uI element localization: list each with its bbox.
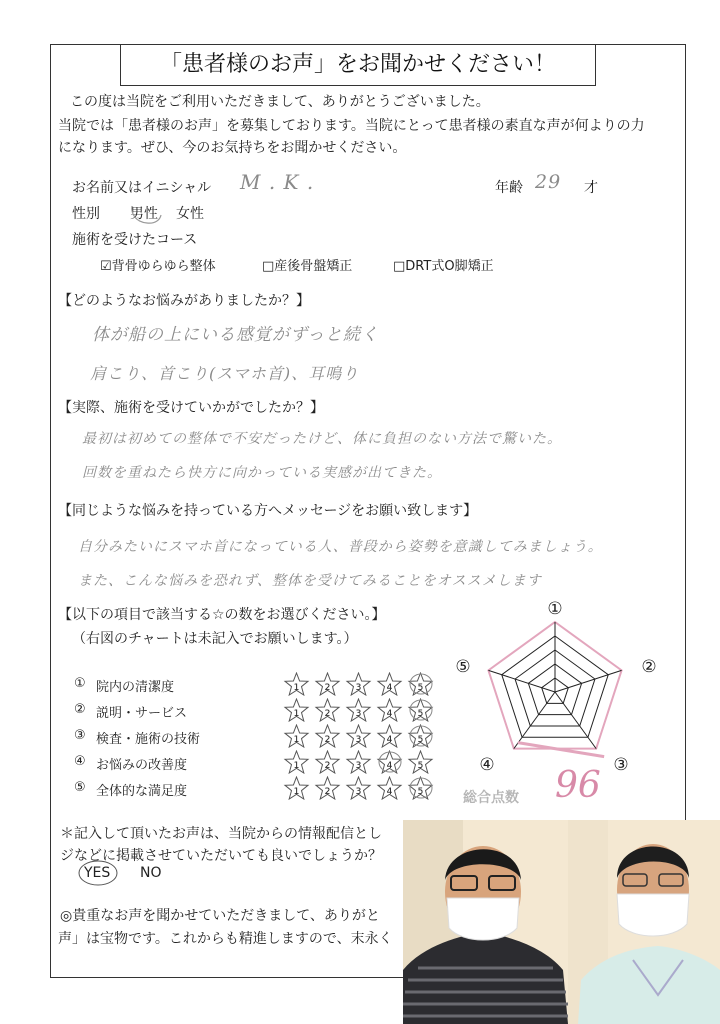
star-icon[interactable]: 4 xyxy=(376,724,403,748)
star-icon[interactable]: 3 xyxy=(345,776,372,800)
star-icon[interactable]: 3 xyxy=(345,724,372,748)
consent-line-1: ＊記入して頂いたお声は、当院からの情報配信とし xyxy=(60,826,382,842)
q1-answer-line-1: 体が船の上にいる感覚がずっと続く xyxy=(92,325,379,345)
course-option-1[interactable] xyxy=(100,255,216,274)
q2-heading: 【実際、施術を受けていかがでしたか？】 xyxy=(58,400,324,416)
star-icon[interactable]: 5 xyxy=(407,672,434,696)
star-rating-row[interactable] xyxy=(283,672,434,696)
gender-female: 女性 xyxy=(176,206,204,222)
closing-line-2: 声」は宝物です。これからも精進しますので、末永く xyxy=(58,931,393,947)
age-unit: 才 xyxy=(584,180,598,196)
q3-heading: 【同じような悩みを持っている方へメッセージをお願い致します】 xyxy=(58,503,478,519)
course-option-1-label: 背骨ゆらゆら整体 xyxy=(111,259,216,274)
rating-item-number: ② xyxy=(74,702,86,717)
star-icon[interactable]: 2 xyxy=(314,776,341,800)
page-title: 「患者様のお声」をお聞かせください！ xyxy=(120,44,596,86)
total-score-label: 総合点数 xyxy=(463,790,519,806)
radar-axis-label: ④ xyxy=(479,755,495,775)
total-score-value: 96 xyxy=(555,765,601,806)
star-icon[interactable]: 4 xyxy=(376,750,403,774)
star-icon[interactable]: 4 xyxy=(376,776,403,800)
star-rating-row[interactable] xyxy=(283,750,434,774)
star-icon[interactable]: 1 xyxy=(283,776,310,800)
rating-item-number: ④ xyxy=(74,754,86,769)
gender-mark-icon xyxy=(129,203,163,225)
intro-line-1: この度は当院をご利用いただきまして、ありがとうございました。 xyxy=(70,94,490,110)
checkbox-icon: □ xyxy=(393,259,406,274)
q1-heading: 【どのようなお悩みがありましたか？】 xyxy=(58,293,310,309)
star-icon[interactable]: 4 xyxy=(376,672,403,696)
radar-axis-label: ⑤ xyxy=(455,657,471,677)
star-icon[interactable]: 3 xyxy=(345,672,372,696)
star-icon[interactable]: 1 xyxy=(283,750,310,774)
q2-answer-line-1: 最初は初めての整体で不安だったけど、体に負担のない方法で驚いた。 xyxy=(82,431,562,447)
star-rating-row[interactable] xyxy=(283,776,434,800)
star-icon[interactable]: 3 xyxy=(345,698,372,722)
rating-item-number: ③ xyxy=(74,728,86,743)
course-option-3[interactable] xyxy=(393,255,494,274)
consent-no-option[interactable]: NO xyxy=(140,865,162,881)
star-icon[interactable]: 1 xyxy=(283,672,310,696)
radar-axis-label: ① xyxy=(547,599,563,619)
rating-item-label: 院内の清潔度 xyxy=(96,680,175,695)
course-option-2-label: 産後骨盤矯正 xyxy=(274,259,353,274)
consent-yes-option[interactable]: YES xyxy=(84,865,111,881)
star-icon[interactable]: 2 xyxy=(314,724,341,748)
star-icon[interactable]: 5 xyxy=(407,724,434,748)
intro-line-2: 当院では「患者様のお声」を募集しております。当院にとって患者様の素直な声が何よりの力 xyxy=(58,118,645,134)
name-label: お名前又はイニシャル xyxy=(72,180,212,196)
q3-answer-line-1: 自分みたいにスマホ首になっている人、普段から姿勢を意識してみましょう。 xyxy=(78,539,603,555)
rating-note: （右図のチャートは未記入でお願いします。） xyxy=(72,631,358,647)
q2-answer-line-2: 回数を重ねたら快方に向かっている実感が出てきた。 xyxy=(82,465,442,481)
course-option-2[interactable] xyxy=(262,255,352,274)
course-label: 施術を受けたコース xyxy=(72,232,198,248)
intro-line-3: になります。ぜひ、今のお気持ちをお聞かせください。 xyxy=(58,140,407,156)
age-value: 29 xyxy=(535,171,562,193)
star-icon[interactable]: 5 xyxy=(407,698,434,722)
checkbox-icon: □ xyxy=(262,259,275,274)
rating-item-label: 説明・サービス xyxy=(96,706,188,721)
gender-male: 男性 xyxy=(130,206,158,222)
star-icon[interactable]: 5 xyxy=(407,750,434,774)
gender-label: 性別 xyxy=(72,206,100,222)
star-rating-row[interactable] xyxy=(283,724,434,748)
name-value: M . K . xyxy=(240,170,315,194)
star-icon[interactable]: 2 xyxy=(314,672,341,696)
star-icon[interactable]: 2 xyxy=(314,750,341,774)
course-option-3-label: DRT式O脚矯正 xyxy=(405,259,494,274)
closing-line-1: ◎貴重なお声を聞かせていただきまして、ありがと xyxy=(60,908,380,924)
checked-box-icon: ☑ xyxy=(100,259,112,274)
q1-answer-line-2: 肩こり、首こり(スマホ首)、耳鳴り xyxy=(90,364,360,383)
consent-line-2: ジなどに掲載させていただいても良いでしょうか？ xyxy=(60,848,382,864)
rating-item-label: 全体的な満足度 xyxy=(96,784,188,799)
star-icon[interactable]: 1 xyxy=(283,698,310,722)
star-rating-row[interactable] xyxy=(283,698,434,722)
rating-item-label: お悩みの改善度 xyxy=(96,758,188,773)
star-icon[interactable]: 5 xyxy=(407,776,434,800)
star-icon[interactable]: 1 xyxy=(283,724,310,748)
staff-patient-photo xyxy=(403,820,720,1024)
age-label: 年齢 xyxy=(495,180,523,196)
rating-item-number: ⑤ xyxy=(74,780,86,795)
radar-axis-label: ② xyxy=(641,657,657,677)
radar-highlight xyxy=(518,743,604,757)
star-icon[interactable]: 4 xyxy=(376,698,403,722)
star-icon[interactable]: 2 xyxy=(314,698,341,722)
rating-item-label: 検査・施術の技術 xyxy=(96,732,201,747)
rating-heading: 【以下の項目で該当する☆の数をお選びください。】 xyxy=(58,607,386,623)
star-icon[interactable]: 3 xyxy=(345,750,372,774)
rating-item-number: ① xyxy=(74,676,86,691)
radar-axis-label: ③ xyxy=(613,755,629,775)
q3-answer-line-2: また、こんな悩みを恐れず、整体を受けてみることをオススメします xyxy=(78,573,542,589)
yes-circle-icon xyxy=(76,858,120,888)
